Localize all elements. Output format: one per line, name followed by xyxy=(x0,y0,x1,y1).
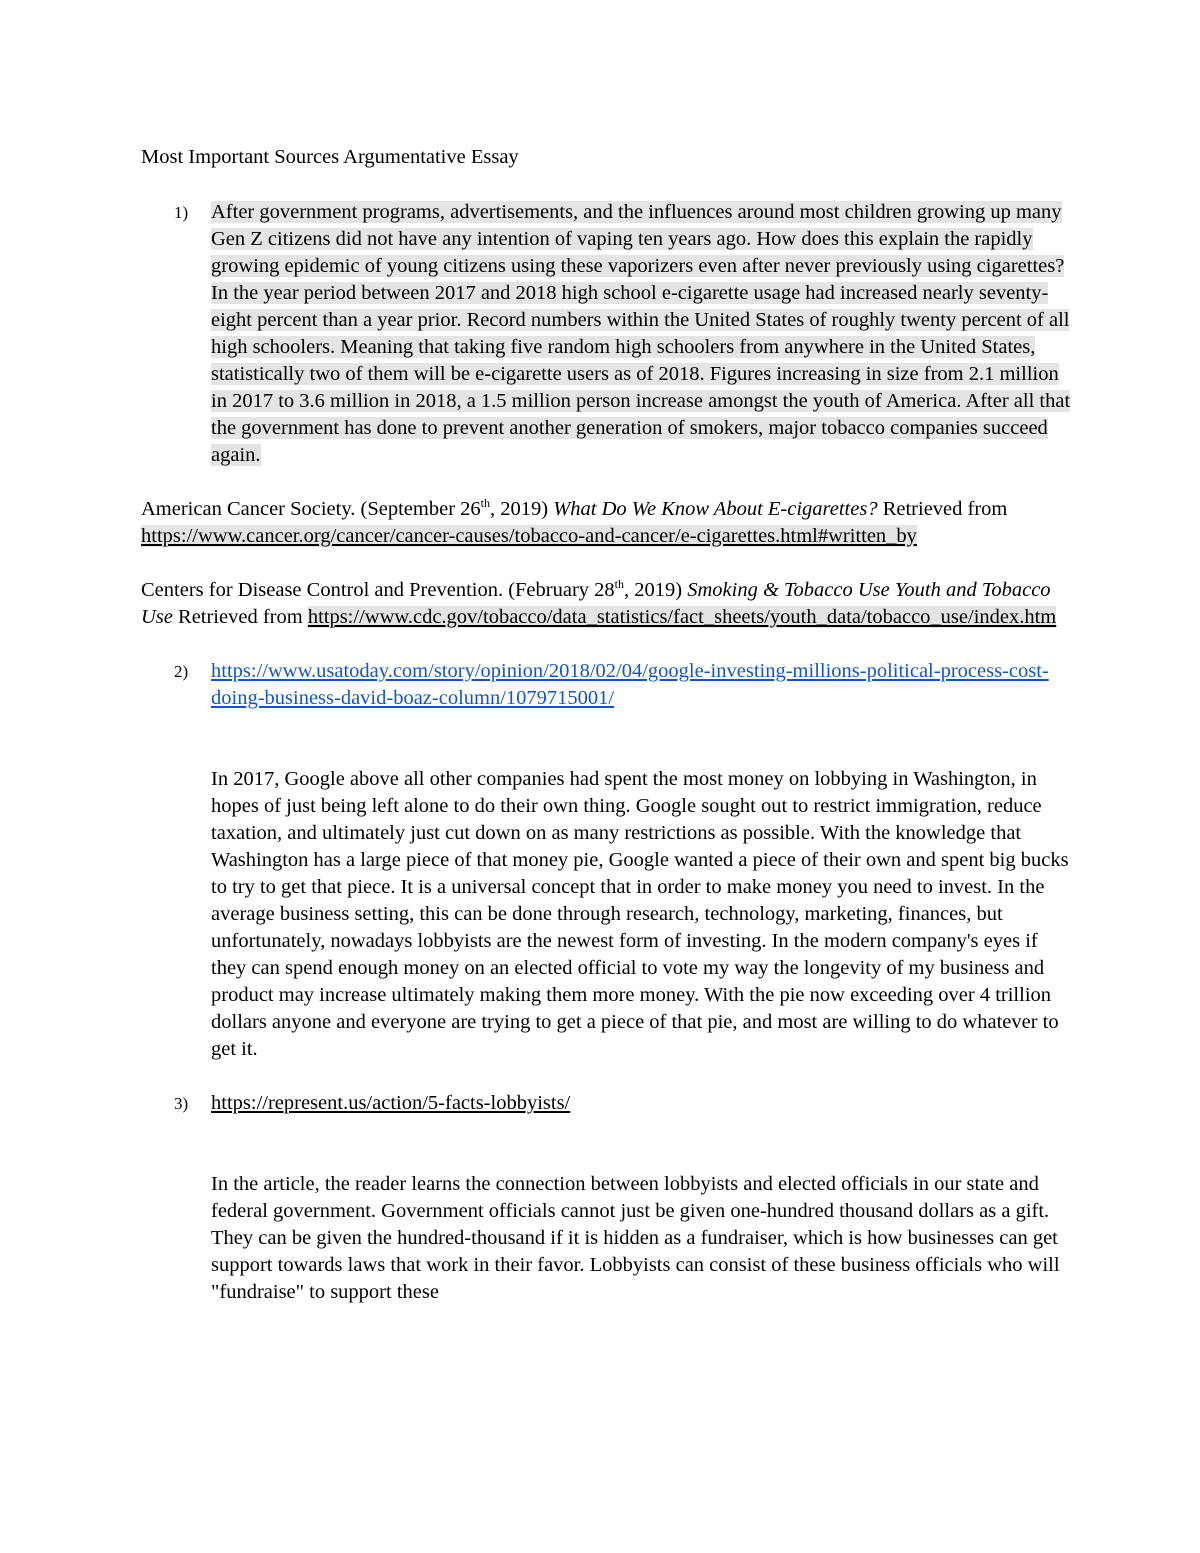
list-number-3: 3) xyxy=(174,1094,189,1113)
citation-1-sup: th xyxy=(480,496,490,511)
item-2-paragraph: In 2017, Google above all other companies had spent the most money on lobbying in Washington, in hopes of just being left alone to do their own thing. Google sought out to restrict immigration, reduce taxation, and ultimately just cut down on as many restrictions as possible. With the knowledge that Washington has a large piece of that money pie, Google wanted a piece of their own and spent big bucks to try to get that piece. It is a universal concept that in order to make money you need to invest. In the average business setting, this can be done through research, technology, marketing, finances, but unfortunately, nowadays lobbyists are the newest form of investing. In the modern company's eyes if they can spend enough money on an elected official to vote my way the longevity of my business and product may increase ultimately making them more money. With the pie now exceeding over 4 trillion dollars anyone and everyone are trying to get a piece of that pie, and most are willing to do whatever to get it. xyxy=(211,768,1069,1060)
item-3-link-line xyxy=(211,1090,1071,1117)
list-item-2 xyxy=(141,658,1071,1063)
citation-1-title: What Do We Know About E-cigarettes? xyxy=(553,498,878,520)
citation-1-link[interactable]: https://www.cancer.org/cancer/cancer-causes/tobacco-and-cancer/e-cigarettes.html#written_by xyxy=(141,525,917,547)
citation-2-title: Smoking & Tobacco Use Youth and Tobacco Use xyxy=(141,579,1051,628)
list-item-1 xyxy=(141,199,1071,469)
citation-2-date: , 2019) xyxy=(624,579,688,601)
citation-2-retrieved: Retrieved from xyxy=(172,606,308,628)
item-2-link-line xyxy=(211,658,1071,712)
item-3-paragraph: In the article, the reader learns the connection between lobbyists and elected officials in our state and federal government. Government officials cannot just be given one-hundred thousand dollars as a gift. They can be given the hundred-thousand if it is hidden as a fundraiser, which is how businesses can get support towards laws that work in their favor. Lobbyists can consist of these business officials who will "fundraise" to support these xyxy=(211,1173,1060,1303)
citation-1-date: , 2019) xyxy=(490,498,554,520)
citation-2-link[interactable]: https://www.cdc.gov/tobacco/data_statistics/fact_sheets/youth_data/tobacco_use/index.htm xyxy=(307,606,1057,628)
document-title: Most Important Sources Argumentative Essay xyxy=(141,146,519,168)
item-1-text: After government programs, advertisements, and the influences around most children growing up many Gen Z citizens did not have any intention of vaping ten years ago. How does this explain the rapidly growing epidemic of young citizens using these vaporizers even after never previously using cigarettes? In the year period between 2017 and 2018 high school e-cigarette usage had increased nearly seventy-eight percent than a year prior. Record numbers within the United States of roughly twenty percent of all high schoolers. Meaning that taking five random high schoolers from anywhere in the United States, statistically two of them will be e-cigarette users as of 2018. Figures increasing in size from 2.1 million in 2017 to 3.6 million in 2018, a 1.5 million person increase amongst the youth of America. After all that the government has done to prevent another generation of smokers, major tobacco companies succeed again. xyxy=(211,201,1071,466)
citation-2 xyxy=(141,577,1071,631)
list-item-3 xyxy=(141,1090,1071,1306)
item-1-paragraph xyxy=(211,199,1071,469)
citation-2-author: Centers for Disease Control and Prevention. (February 28 xyxy=(141,579,615,601)
item-2-link[interactable]: https://www.usatoday.com/story/opinion/2018/02/04/google-investing-millions-political-process-cost-doing-business-david-boaz-column/1079715001/ xyxy=(211,660,1049,709)
citation-1-author: American Cancer Society. (September 26 xyxy=(141,498,481,520)
document-page xyxy=(141,142,1071,1306)
list-number-1: 1) xyxy=(174,203,189,222)
item-3-link[interactable]: https://represent.us/action/5-facts-lobbyists/ xyxy=(211,1092,571,1114)
citation-1-retrieved: Retrieved from xyxy=(877,498,1008,520)
citation-1 xyxy=(141,496,1071,550)
list-number-2: 2) xyxy=(174,662,189,681)
citation-2-sup: th xyxy=(614,577,625,592)
